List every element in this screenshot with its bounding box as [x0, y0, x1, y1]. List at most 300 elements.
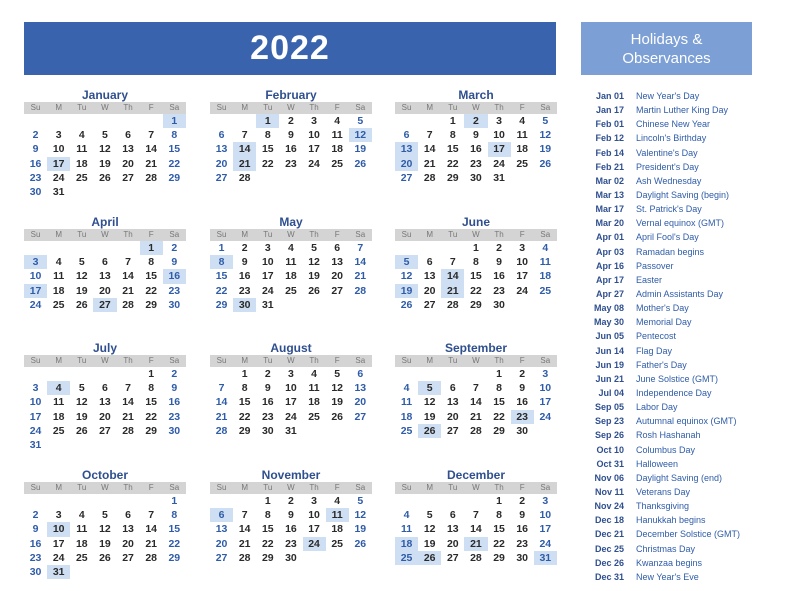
day-cell: 13 [99, 396, 111, 409]
weekday-label: Sa [540, 356, 551, 365]
empty-cell [47, 114, 70, 128]
weekday-label: F [334, 103, 340, 112]
day-cell: 23 [261, 410, 274, 423]
day-cell: 29 [215, 298, 228, 311]
day-cell: 20 [122, 157, 134, 170]
empty-cell [93, 367, 116, 381]
day-cell: 6 [334, 242, 341, 254]
holiday-row [586, 344, 790, 358]
weekday-header [210, 102, 372, 114]
day-grid [24, 114, 186, 199]
day-cell: 17 [52, 537, 65, 550]
holiday-row [586, 117, 790, 131]
weekday-label: W [472, 483, 480, 492]
day-cell: 18 [75, 537, 88, 550]
day-cell: 23 [29, 551, 42, 564]
day-cell: 11 [326, 508, 349, 522]
day-cell: 15 [493, 523, 505, 536]
holiday-row [586, 230, 790, 244]
day-cell: 24 [493, 157, 505, 170]
day-cell: 20 [99, 284, 111, 297]
day-cell: 16 [285, 143, 297, 156]
day-cell: 28 [122, 298, 134, 311]
holiday-name: April Fool's Day [636, 232, 699, 243]
day-cell: 20 [395, 157, 418, 171]
day-cell: 15 [168, 143, 181, 156]
empty-cell [395, 241, 418, 255]
day-cell: 19 [423, 537, 436, 550]
weekday-label: W [287, 356, 295, 365]
day-cell: 11 [76, 143, 88, 156]
day-grid [210, 114, 372, 185]
weekday-label: Sa [169, 483, 180, 492]
day-cell: 27 [122, 551, 134, 564]
day-cell: 9 [171, 256, 178, 269]
weekday-header [210, 355, 372, 367]
day-cell: 13 [395, 142, 418, 156]
day-cell: 28 [238, 171, 251, 184]
day-cell: 6 [218, 129, 225, 142]
weekday-label: Sa [540, 103, 551, 112]
day-cell: 21 [145, 537, 158, 550]
day-cell: 27 [446, 551, 459, 564]
day-cell: 1 [264, 495, 271, 507]
day-cell: 28 [470, 551, 482, 564]
day-cell: 30 [233, 298, 256, 312]
day-cell: 25 [52, 424, 65, 437]
day-cell: 23 [168, 410, 181, 423]
day-cell: 8 [171, 129, 178, 142]
holiday-date: Jan 17 [595, 105, 624, 116]
day-cell: 31 [52, 185, 65, 198]
day-cell: 12 [349, 128, 372, 142]
month-name: July [92, 341, 117, 355]
day-cell: 13 [354, 382, 367, 395]
holiday-name: Autumnal equinox (GMT) [636, 416, 737, 427]
day-cell: 27 [122, 171, 134, 184]
weekday-label: Sa [169, 230, 180, 239]
holiday-row [586, 174, 790, 188]
day-cell: 17 [539, 396, 552, 409]
weekday-label: Su [401, 356, 412, 365]
month-november [210, 468, 372, 565]
weekday-label: Su [401, 483, 412, 492]
weekday-label: Tu [448, 356, 458, 365]
weekday-header [24, 102, 186, 114]
day-cell: 1 [218, 242, 225, 254]
holiday-date: May 08 [593, 303, 624, 314]
day-cell: 25 [331, 157, 344, 170]
day-cell: 20 [423, 284, 436, 297]
empty-cell [233, 494, 256, 508]
day-grid [210, 367, 372, 438]
day-cell: 26 [99, 171, 111, 184]
weekday-label: M [426, 103, 434, 112]
holiday-date: Apr 17 [595, 274, 624, 285]
day-cell: 2 [171, 242, 178, 254]
weekday-header [210, 229, 372, 241]
holiday-date: Mar 17 [595, 204, 624, 215]
holiday-name: New Year's Day [636, 91, 700, 101]
day-cell: 30 [516, 424, 529, 437]
day-cell: 29 [168, 171, 181, 184]
day-cell: 26 [418, 551, 441, 565]
day-cell: 20 [331, 270, 344, 283]
weekday-label: Th [123, 230, 133, 239]
day-cell: 23 [238, 284, 251, 297]
day-cell: 9 [496, 256, 502, 269]
day-cell: 5 [426, 509, 433, 522]
day-cell: 14 [441, 269, 464, 283]
weekday-label: Tu [77, 356, 87, 365]
month-february [210, 88, 372, 185]
weekday-label: Su [216, 356, 227, 365]
day-cell: 15 [446, 143, 459, 156]
day-cell: 7 [241, 129, 248, 142]
holiday-date: Jun 05 [595, 331, 624, 342]
holiday-row [586, 499, 790, 513]
day-cell: 4 [334, 495, 341, 507]
holiday-date: Sep 23 [594, 416, 624, 427]
weekday-label: Tu [263, 230, 273, 239]
day-cell: 18 [75, 157, 88, 170]
day-cell: 12 [331, 382, 344, 395]
day-cell: 19 [423, 410, 436, 423]
holiday-name: Memorial Day [636, 317, 692, 328]
day-cell: 30 [168, 298, 181, 311]
weekday-label: F [519, 483, 525, 492]
day-cell: 11 [331, 129, 343, 142]
month-april [24, 215, 186, 312]
day-cell: 28 [423, 171, 436, 184]
weekday-label: Su [216, 483, 227, 492]
weekday-label: W [287, 483, 295, 492]
holiday-row [586, 358, 790, 372]
month-name: September [444, 341, 508, 355]
day-cell: 4 [403, 382, 410, 395]
day-cell: 2 [32, 509, 39, 522]
day-cell: 21 [464, 537, 487, 551]
day-cell: 20 [446, 537, 459, 550]
holiday-row [586, 103, 790, 117]
day-cell: 23 [493, 284, 505, 297]
weekday-label: Tu [77, 103, 87, 112]
empty-cell [464, 494, 487, 508]
weekday-label: Tu [448, 103, 458, 112]
day-cell: 11 [516, 129, 528, 142]
day-cell: 24 [516, 284, 529, 297]
empty-cell [70, 241, 93, 255]
day-cell: 13 [215, 143, 228, 156]
day-cell: 14 [354, 256, 367, 269]
day-cell: 19 [354, 143, 367, 156]
day-cell: 8 [241, 382, 248, 395]
day-cell: 17 [285, 396, 297, 409]
weekday-header [24, 355, 186, 367]
day-cell: 21 [145, 157, 158, 170]
weekday-label: F [334, 230, 340, 239]
holiday-row [586, 428, 790, 442]
day-cell: 2 [519, 368, 526, 380]
day-cell: 25 [308, 410, 320, 423]
day-cell: 21 [423, 157, 436, 170]
weekday-label: F [148, 356, 154, 365]
day-cell: 26 [308, 284, 320, 297]
day-cell: 6 [125, 509, 131, 522]
day-cell: 11 [401, 396, 413, 409]
empty-cell [418, 494, 441, 508]
holiday-name: Mother's Day [636, 303, 689, 314]
day-cell: 11 [285, 256, 297, 269]
holiday-name: Flag Day [636, 345, 673, 356]
weekday-label: W [101, 103, 109, 112]
month-august [210, 341, 372, 438]
day-cell: 3 [519, 242, 526, 254]
empty-cell [464, 367, 487, 381]
holiday-date: Sep 05 [594, 402, 624, 413]
month-name: June [461, 215, 490, 229]
day-cell: 26 [539, 157, 552, 170]
holiday-date: Apr 03 [595, 246, 624, 257]
empty-cell [117, 114, 140, 128]
weekday-label: Su [401, 103, 412, 112]
day-cell: 22 [168, 157, 181, 170]
day-cell: 13 [99, 270, 111, 283]
day-cell: 29 [145, 424, 158, 437]
weekday-label: Th [309, 356, 319, 365]
holiday-date: Jun 14 [595, 345, 624, 356]
day-cell: 8 [264, 509, 271, 522]
weekday-label: F [148, 483, 154, 492]
month-name: April [91, 215, 119, 229]
month-name: August [270, 341, 312, 355]
day-grid [24, 367, 186, 452]
day-cell: 31 [261, 298, 274, 311]
day-cell: 25 [75, 171, 88, 184]
weekday-label: Su [216, 230, 227, 239]
day-cell: 2 [32, 129, 39, 142]
day-cell: 13 [122, 523, 134, 536]
day-cell: 12 [99, 523, 111, 536]
day-cell: 24 [539, 410, 552, 423]
day-cell: 20 [354, 396, 367, 409]
holiday-row [586, 146, 790, 160]
day-cell: 28 [446, 298, 459, 311]
holiday-date: Feb 14 [595, 147, 624, 158]
day-cell: 7 [357, 242, 364, 254]
day-cell: 18 [539, 270, 552, 283]
weekday-label: F [519, 356, 525, 365]
month-name: May [279, 215, 303, 229]
day-cell: 1 [148, 368, 155, 380]
day-cell: 14 [122, 270, 134, 283]
holiday-name: Martin Luther King Day [636, 105, 729, 116]
day-cell: 3 [55, 509, 62, 522]
holiday-row [586, 273, 790, 287]
holiday-date: Dec 18 [594, 515, 624, 526]
holiday-date: Jul 04 [598, 387, 624, 398]
holiday-row [586, 386, 790, 400]
weekday-label: F [148, 230, 154, 239]
day-cell: 13 [215, 523, 228, 536]
empty-cell [70, 367, 93, 381]
day-cell: 12 [308, 256, 320, 269]
weekday-label: Th [494, 230, 504, 239]
day-cell: 15 [168, 523, 181, 536]
day-cell: 27 [215, 551, 228, 564]
empty-cell [210, 494, 233, 508]
holiday-date: Mar 20 [595, 218, 624, 229]
holiday-row [586, 160, 790, 174]
day-cell: 21 [238, 537, 251, 550]
day-cell: 25 [516, 157, 529, 170]
holiday-date: Nov 11 [594, 486, 624, 497]
weekday-label: Tu [77, 230, 87, 239]
weekday-label: Th [309, 483, 319, 492]
day-cell: 31 [29, 438, 42, 451]
day-cell: 3 [288, 368, 294, 380]
weekday-label: M [55, 103, 63, 112]
day-cell: 19 [308, 270, 320, 283]
day-cell: 17 [539, 523, 552, 536]
day-cell: 16 [238, 270, 251, 283]
day-cell: 8 [148, 382, 155, 395]
empty-cell [395, 114, 418, 128]
holiday-name: Vernal equinox (GMT) [636, 218, 725, 229]
holiday-row [586, 414, 790, 428]
month-name: March [458, 88, 494, 102]
day-cell: 24 [29, 298, 42, 311]
empty-cell [47, 241, 70, 255]
empty-cell [24, 367, 47, 381]
holiday-name: December Solstice (GMT) [636, 529, 741, 540]
day-cell: 22 [493, 537, 505, 550]
holiday-row [586, 556, 790, 570]
day-cell: 19 [99, 537, 111, 550]
weekday-label: W [287, 230, 295, 239]
day-grid [24, 494, 186, 579]
day-cell: 30 [261, 424, 274, 437]
weekday-label: W [472, 356, 480, 365]
day-cell: 26 [331, 410, 344, 423]
month-name: January [81, 88, 129, 102]
day-cell: 20 [446, 410, 459, 423]
day-cell: 22 [470, 284, 482, 297]
day-cell: 7 [241, 509, 248, 522]
weekday-label: F [519, 230, 525, 239]
day-cell: 16 [516, 523, 529, 536]
holiday-row [586, 329, 790, 343]
empty-cell [140, 114, 163, 128]
month-name: October [81, 468, 128, 482]
weekday-label: Su [30, 483, 41, 492]
day-cell: 27 [93, 298, 116, 312]
day-cell: 25 [52, 298, 65, 311]
day-cell: 29 [470, 298, 482, 311]
empty-cell [441, 241, 464, 255]
day-cell: 1 [140, 241, 163, 255]
day-cell: 30 [285, 551, 297, 564]
day-cell: 10 [308, 509, 320, 522]
day-cell: 8 [473, 256, 479, 269]
holiday-date: Feb 12 [595, 133, 624, 144]
empty-cell [117, 367, 140, 381]
day-cell: 4 [78, 509, 85, 522]
weekday-label: M [241, 103, 249, 112]
day-cell: 9 [32, 143, 39, 156]
weekday-label: Sa [540, 483, 551, 492]
empty-cell [47, 494, 70, 508]
empty-cell [418, 367, 441, 381]
day-cell: 16 [29, 537, 42, 550]
day-cell: 1 [473, 242, 479, 254]
day-cell: 17 [516, 270, 529, 283]
empty-cell [233, 114, 256, 128]
day-cell: 19 [75, 284, 88, 297]
holiday-date: Dec 31 [594, 571, 624, 582]
day-cell: 5 [418, 381, 441, 395]
weekday-label: Tu [263, 483, 273, 492]
weekday-label: Su [30, 356, 41, 365]
day-cell: 9 [32, 523, 39, 536]
day-cell: 24 [303, 537, 326, 551]
day-cell: 7 [426, 129, 433, 142]
day-cell: 2 [241, 242, 248, 254]
holiday-date: Apr 01 [595, 232, 624, 243]
empty-cell [47, 367, 70, 381]
day-cell: 4 [78, 129, 85, 142]
day-cell: 24 [52, 171, 65, 184]
day-cell: 6 [403, 129, 410, 142]
day-cell: 7 [449, 256, 456, 269]
day-cell: 31 [47, 565, 70, 579]
day-cell: 10 [539, 509, 552, 522]
month-march [395, 88, 557, 185]
day-grid [395, 114, 557, 185]
month-july [24, 341, 186, 452]
day-cell: 8 [210, 255, 233, 269]
day-cell: 12 [99, 143, 111, 156]
day-cell: 10 [47, 522, 70, 536]
holiday-row [586, 400, 790, 414]
weekday-label: Sa [355, 483, 366, 492]
holiday-name: Daylight Saving (end) [636, 472, 723, 483]
day-cell: 14 [215, 396, 228, 409]
holiday-row [586, 485, 790, 499]
weekday-label: Th [309, 103, 319, 112]
day-cell: 18 [52, 410, 65, 423]
day-cell: 15 [238, 396, 251, 409]
holiday-name: Lincoln's Birthday [636, 133, 707, 144]
day-cell: 17 [308, 523, 320, 536]
day-cell: 3 [496, 115, 502, 127]
day-cell: 27 [423, 298, 436, 311]
empty-cell [117, 494, 140, 508]
weekday-label: Sa [540, 230, 551, 239]
holiday-name: Labor Day [636, 402, 678, 413]
day-cell: 2 [171, 368, 178, 380]
day-cell: 4 [47, 381, 70, 395]
day-cell: 23 [511, 410, 534, 424]
day-cell: 13 [122, 143, 134, 156]
day-cell: 13 [423, 270, 436, 283]
day-cell: 20 [99, 410, 111, 423]
day-cell: 3 [542, 368, 549, 380]
day-cell: 4 [542, 242, 549, 254]
day-cell: 26 [75, 424, 88, 437]
day-cell: 18 [400, 410, 413, 423]
day-cell: 22 [493, 410, 505, 423]
